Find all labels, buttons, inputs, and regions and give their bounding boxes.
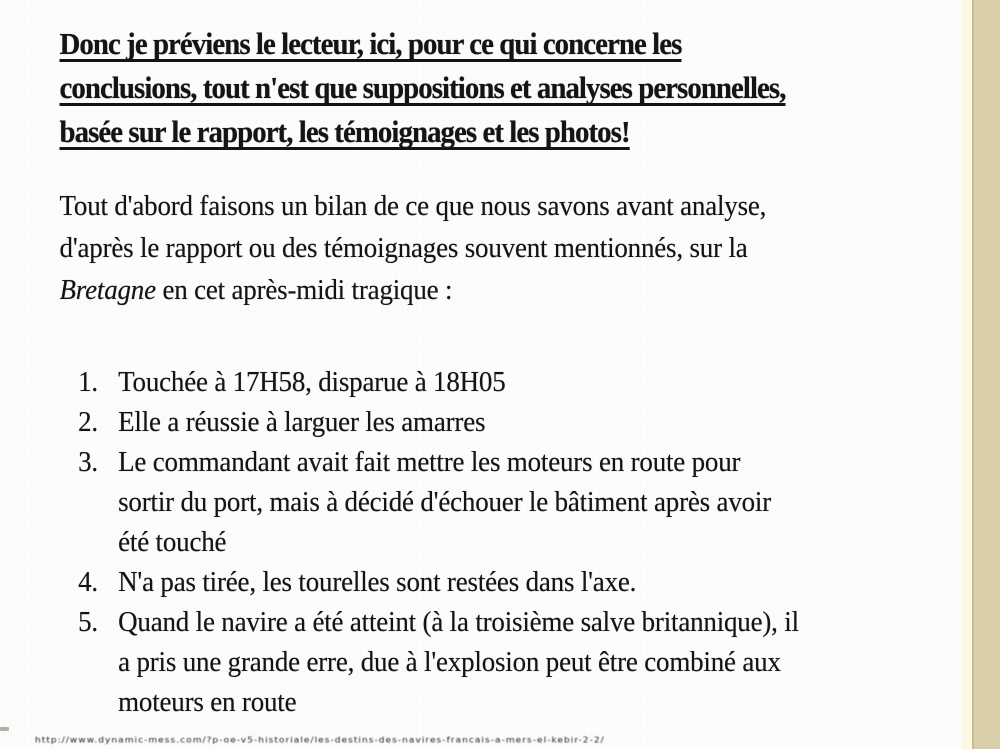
list-item-line: Touchée à 17H58, disparue à 18H05 xyxy=(118,366,506,398)
intro-line-1: Tout d'abord faisons un bilan de ce que nous savons avant analyse, xyxy=(59,190,767,222)
heading-line-2: conclusions, tout n'est que suppositions et analyses personnelles, xyxy=(59,70,786,105)
list-item-text xyxy=(118,362,972,402)
list-item xyxy=(78,362,972,402)
list-item-text xyxy=(118,402,972,442)
list-item-text xyxy=(118,442,972,562)
page-edge-strip xyxy=(972,0,1000,749)
scan-artifact-dash xyxy=(0,727,9,731)
list-item-number: 2. xyxy=(78,406,98,438)
source-url-text: http://www.dynamic-mess.com/?p-oe-v5-historiale/les-destins-des-navires-francais-a-mers-el-kebir-2-2/ xyxy=(35,736,605,746)
list-item xyxy=(78,442,972,562)
heading-line-3: basée sur le rapport, les témoignages et les photos! xyxy=(59,114,630,149)
list-item xyxy=(78,402,972,442)
list-item-line: a pris une grande erre, due à l'explosion peut être combiné aux xyxy=(118,646,781,678)
facts-numbered-list xyxy=(60,362,972,722)
warning-heading xyxy=(60,22,972,154)
ship-name-italic: Bretagne xyxy=(59,274,156,306)
list-item-number: 1. xyxy=(78,366,98,398)
list-item-number: 4. xyxy=(78,566,98,598)
heading-line-1: Donc je préviens le lecteur, ici, pour ce qui concerne les xyxy=(59,26,682,61)
list-item-line: N'a pas tirée, les tourelles sont restées dans l'axe. xyxy=(118,566,637,598)
intro-paragraph xyxy=(60,185,972,311)
list-item-line: sortir du port, mais à décidé d'échouer le bâtiment après avoir xyxy=(118,486,772,518)
list-item xyxy=(78,602,972,722)
list-item-line: Elle a réussie à larguer les amarres xyxy=(118,406,486,438)
list-item-text xyxy=(118,602,972,722)
intro-line-3 xyxy=(60,269,972,311)
list-item-line: été touché xyxy=(118,526,227,558)
intro-line-3-rest: en cet après-midi tragique : xyxy=(155,274,453,306)
list-item-line: Le commandant avait fait mettre les moteurs en route pour xyxy=(118,446,741,478)
list-item-line: moteurs en route xyxy=(118,686,297,718)
list-item-text xyxy=(118,562,972,602)
list-item-line: Quand le navire a été atteint (à la troisième salve britannique), il xyxy=(118,606,799,638)
intro-line-2: d'après le rapport ou des témoignages souvent mentionnés, sur la xyxy=(59,232,748,264)
list-item-number: 3. xyxy=(78,446,98,478)
list-item-number: 5. xyxy=(78,606,98,638)
page-edge-highlight xyxy=(962,0,972,749)
list-item xyxy=(78,562,972,602)
